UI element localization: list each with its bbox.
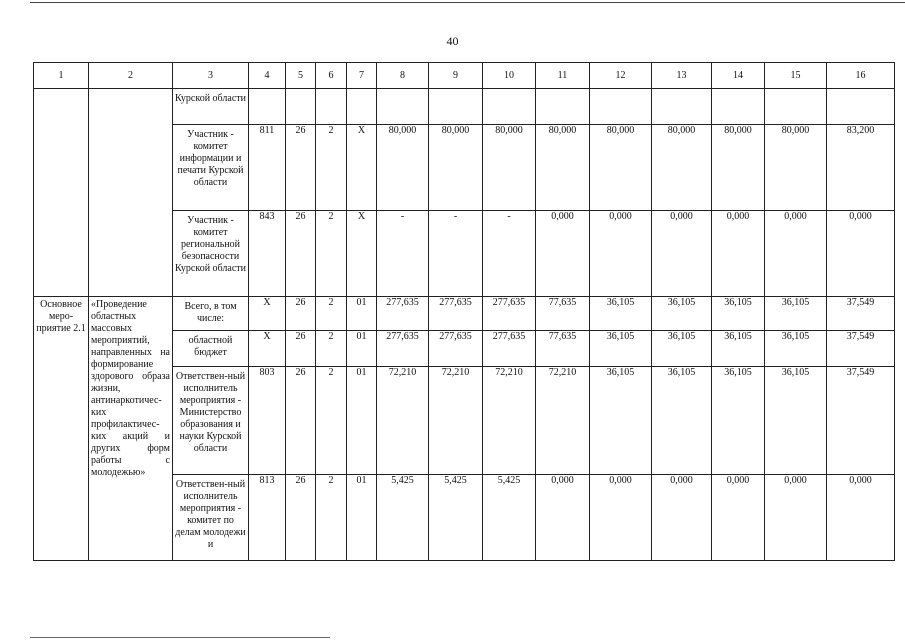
responsible-cell: Всего, в том числе:: [173, 297, 249, 331]
header-row: [34, 63, 895, 89]
value-cell: 0,000: [590, 475, 652, 561]
value-cell: 72,210: [536, 367, 590, 475]
value-cell: Х: [347, 125, 377, 211]
value-cell: 2: [316, 367, 347, 475]
value-cell: [249, 89, 286, 125]
value-cell: 5,425: [483, 475, 536, 561]
column-header: 5: [286, 63, 316, 89]
value-cell: 80,000: [536, 125, 590, 211]
value-cell: 01: [347, 367, 377, 475]
value-cell: [483, 89, 536, 125]
value-cell: [316, 89, 347, 125]
value-cell: 2: [316, 211, 347, 297]
column-header: 7: [347, 63, 377, 89]
value-cell: 01: [347, 297, 377, 331]
value-cell: 0,000: [652, 211, 712, 297]
value-cell: [652, 89, 712, 125]
value-cell: 26: [286, 297, 316, 331]
value-cell: 0,000: [765, 475, 827, 561]
value-cell: 80,000: [483, 125, 536, 211]
value-cell: 0,000: [536, 475, 590, 561]
measure-code-cell: [34, 89, 89, 297]
bottom-edge-line: [30, 637, 330, 638]
value-cell: 72,210: [377, 367, 429, 475]
value-cell: 36,105: [590, 331, 652, 367]
value-cell: 80,000: [429, 125, 483, 211]
value-cell: 36,105: [590, 367, 652, 475]
value-cell: 843: [249, 211, 286, 297]
value-cell: [765, 89, 827, 125]
value-cell: 01: [347, 331, 377, 367]
value-cell: 36,105: [590, 297, 652, 331]
value-cell: Х: [249, 297, 286, 331]
value-cell: 80,000: [652, 125, 712, 211]
value-cell: [347, 89, 377, 125]
value-cell: 36,105: [712, 367, 765, 475]
measure-name-cell: «Проведение областных массовых мероприятий, направленных на формирование здорового образа жизни, антинаркотичес-ких профилактичес-ких акций и других форм работы с молодежью»: [89, 297, 173, 561]
value-cell: 36,105: [652, 331, 712, 367]
value-cell: 80,000: [712, 125, 765, 211]
table-row: [34, 297, 895, 331]
value-cell: 01: [347, 475, 377, 561]
value-cell: 0,000: [712, 475, 765, 561]
value-cell: 37,549: [827, 367, 895, 475]
value-cell: 77,635: [536, 297, 590, 331]
value-cell: 5,425: [377, 475, 429, 561]
value-cell: -: [429, 211, 483, 297]
value-cell: -: [483, 211, 536, 297]
value-cell: 0,000: [590, 211, 652, 297]
page-number: 40: [446, 34, 459, 48]
column-header: 6: [316, 63, 347, 89]
value-cell: 36,105: [712, 331, 765, 367]
value-cell: 277,635: [429, 331, 483, 367]
column-header: 15: [765, 63, 827, 89]
value-cell: 0,000: [712, 211, 765, 297]
value-cell: 811: [249, 125, 286, 211]
value-cell: Х: [347, 211, 377, 297]
column-header: 10: [483, 63, 536, 89]
table-row: [34, 89, 895, 125]
column-header: 9: [429, 63, 483, 89]
value-cell: 26: [286, 211, 316, 297]
value-cell: 5,425: [429, 475, 483, 561]
responsible-cell: Участник - комитет региональной безопасности Курской области: [173, 211, 249, 297]
value-cell: [827, 89, 895, 125]
value-cell: 80,000: [377, 125, 429, 211]
value-cell: 0,000: [652, 475, 712, 561]
value-cell: [286, 89, 316, 125]
value-cell: 2: [316, 475, 347, 561]
value-cell: [377, 89, 429, 125]
value-cell: 2: [316, 297, 347, 331]
responsible-cell: Ответствен-ный исполнитель мероприятия - Министерство образования и науки Курской области: [173, 367, 249, 475]
value-cell: 2: [316, 331, 347, 367]
value-cell: 813: [249, 475, 286, 561]
value-cell: [712, 89, 765, 125]
value-cell: 26: [286, 367, 316, 475]
column-header: 11: [536, 63, 590, 89]
top-border-line: [30, 2, 905, 3]
value-cell: 0,000: [536, 211, 590, 297]
value-cell: 36,105: [765, 367, 827, 475]
value-cell: 72,210: [429, 367, 483, 475]
value-cell: 36,105: [652, 297, 712, 331]
value-cell: 0,000: [827, 475, 895, 561]
value-cell: 83,200: [827, 125, 895, 211]
value-cell: 36,105: [652, 367, 712, 475]
value-cell: 2: [316, 125, 347, 211]
value-cell: 80,000: [590, 125, 652, 211]
measure-code-cell: Основное меро-приятие 2.1: [34, 297, 89, 561]
value-cell: -: [377, 211, 429, 297]
value-cell: 277,635: [483, 297, 536, 331]
responsible-cell: Участник - комитет информации и печати Курской области: [173, 125, 249, 211]
column-header: 14: [712, 63, 765, 89]
value-cell: 36,105: [765, 297, 827, 331]
value-cell: 26: [286, 331, 316, 367]
responsible-cell: Ответствен-ный исполнитель мероприятия - комитет по делам молодежи и: [173, 475, 249, 561]
column-header: 12: [590, 63, 652, 89]
value-cell: 36,105: [712, 297, 765, 331]
value-cell: 277,635: [483, 331, 536, 367]
value-cell: 36,105: [765, 331, 827, 367]
value-cell: 26: [286, 125, 316, 211]
value-cell: 77,635: [536, 331, 590, 367]
value-cell: [429, 89, 483, 125]
column-header: 8: [377, 63, 429, 89]
value-cell: 277,635: [429, 297, 483, 331]
value-cell: [590, 89, 652, 125]
value-cell: [536, 89, 590, 125]
value-cell: 37,549: [827, 297, 895, 331]
column-header: 4: [249, 63, 286, 89]
column-header: 16: [827, 63, 895, 89]
value-cell: Х: [249, 331, 286, 367]
column-header: 1: [34, 63, 89, 89]
budget-table: [33, 62, 895, 561]
value-cell: 277,635: [377, 297, 429, 331]
column-header: 13: [652, 63, 712, 89]
value-cell: 803: [249, 367, 286, 475]
responsible-cell: областной бюджет: [173, 331, 249, 367]
value-cell: 0,000: [827, 211, 895, 297]
value-cell: 72,210: [483, 367, 536, 475]
measure-name-cell: [89, 89, 173, 297]
responsible-cell: Курской области: [173, 89, 249, 125]
value-cell: 37,549: [827, 331, 895, 367]
value-cell: 277,635: [377, 331, 429, 367]
value-cell: 26: [286, 475, 316, 561]
value-cell: 80,000: [765, 125, 827, 211]
column-header: 3: [173, 63, 249, 89]
column-header: 2: [89, 63, 173, 89]
value-cell: 0,000: [765, 211, 827, 297]
